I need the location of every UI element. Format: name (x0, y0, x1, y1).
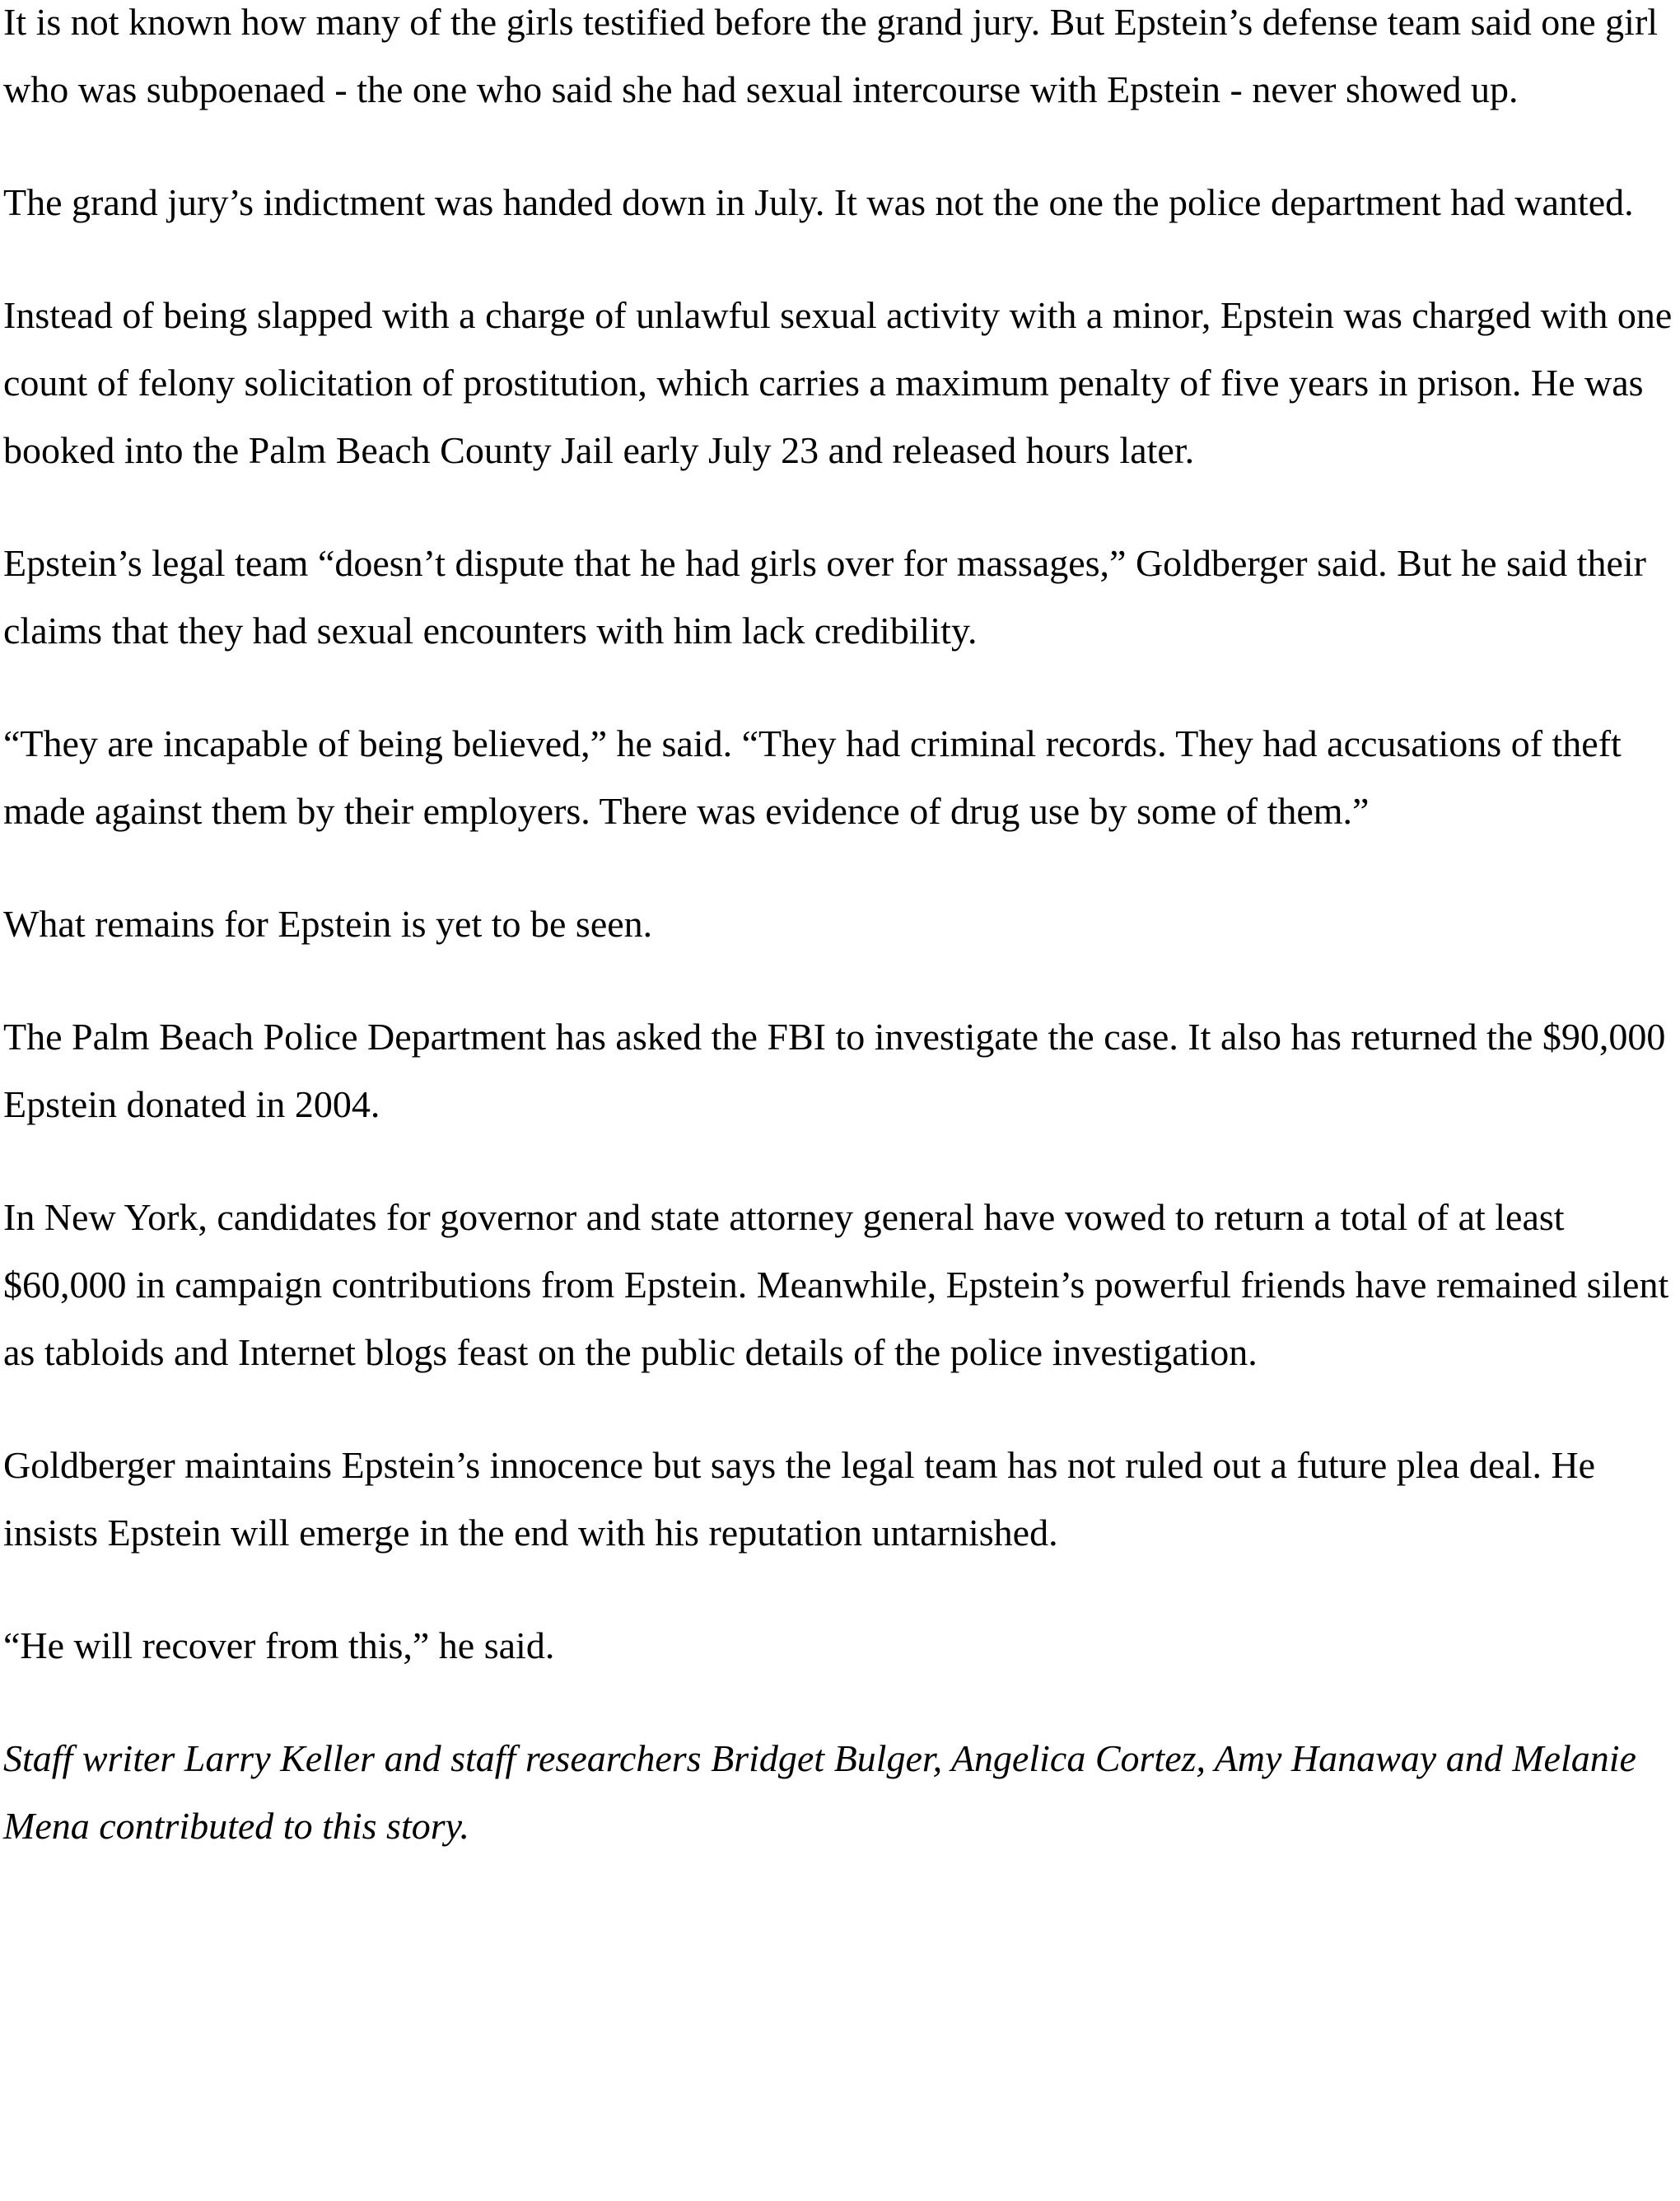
article-paragraph-6: What remains for Epstein is yet to be seen. (3, 903, 653, 945)
article-paragraph-8: In New York, candidates for governor and state attorney general have vowed to return a total of at least $60,000 in campaign contributions from Epstein. Meanwhile, Epstein’s powerful friends have remained silent as tabloids and Internet blogs feast on the public details of the police investigation. (3, 1196, 1669, 1373)
article-paragraph-9: Goldberger maintains Epstein’s innocence but says the legal team has not ruled out a future plea deal. He insists Epstein will emerge in the end with his reputation untarnished. (3, 1444, 1596, 1554)
article-paragraph-3: Instead of being slapped with a charge of unlawful sexual activity with a minor, Epstein was charged with one count of felony solicitation of prostitution, which carries a maximum penalty of five years in prison. He was booked into the Palm Beach County Jail early July 23 and released hours later. (3, 294, 1673, 471)
article-paragraph-1: It is not known how many of the girls testified before the grand jury. But Epstein’s defense team said one girl who was subpoenaed - the one who said she had sexual intercourse with Epstein - never showed up. (3, 1, 1659, 110)
article-paragraph-10: “He will recover from this,” he said. (3, 1624, 555, 1666)
article-paragraph-5: “They are incapable of being believed,” he said. “They had criminal records. They had accusations of theft made against them by their employers. There was evidence of drug use by some of them.” (3, 722, 1622, 832)
article-paragraph-7: The Palm Beach Police Department has asked the FBI to investigate the case. It also has returned the $90,000 Epstein donated in 2004. (3, 1016, 1666, 1125)
article-credit: Staff writer Larry Keller and staff researchers Bridget Bulger, Angelica Cortez, Amy Hanaway and Melanie Mena contributed to this story. (3, 1737, 1636, 1847)
article-paragraph-2: The grand jury’s indictment was handed down in July. It was not the one the police department had wanted. (3, 181, 1634, 223)
article-paragraph-4: Epstein’s legal team “doesn’t dispute that he had girls over for massages,” Goldberger said. But he said their claims that they had sexual encounters with him lack credibility. (3, 542, 1646, 652)
